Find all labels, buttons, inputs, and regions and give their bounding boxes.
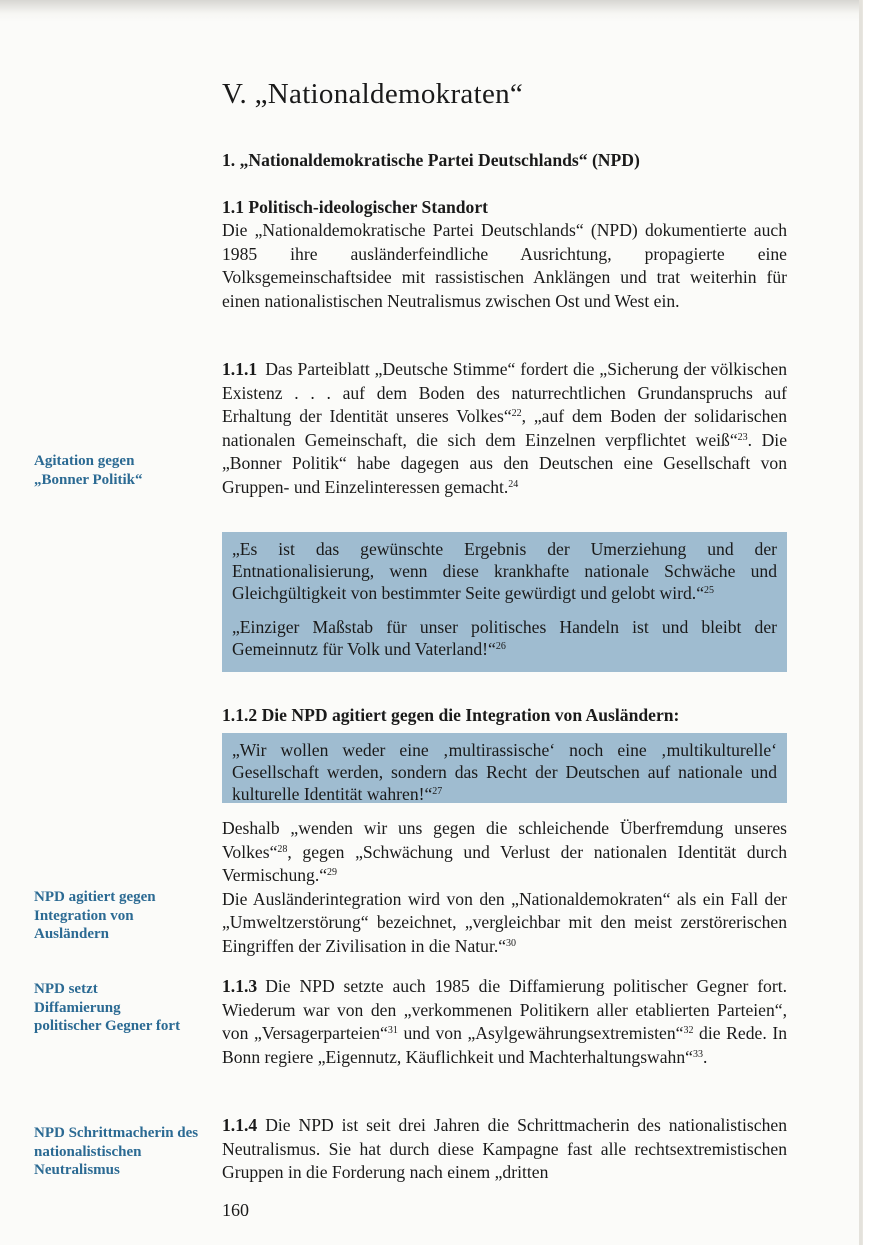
footnote-ref: 28 bbox=[277, 843, 288, 855]
paragraph-text: und von „Asylgewährungsextremisten“ bbox=[397, 1023, 684, 1043]
paragraph-text: Deshalb „wenden wir uns gegen die schleichende Überfremdung unseres Volkes“ bbox=[222, 818, 787, 862]
quote-text: „Einziger Maßstab für unser politisches Handeln ist und bleibt der Gemeinnutz für Volk und Vaterland!“ bbox=[232, 617, 777, 659]
footnote-ref: 25 bbox=[704, 585, 715, 596]
sidenote-diffamierung: NPD setzt Diffamierung politischer Gegner fort bbox=[34, 981, 181, 1034]
footnote-ref: 27 bbox=[432, 786, 443, 797]
paragraph-text: Das Parteiblatt „Deutsche Stimme“ fordert die „Sicherung der völkischen Existenz . . . auf dem Boden des naturrechtlichen Grundanspruchs auf Erhaltung der Identität unseres Volkes“ bbox=[222, 359, 787, 426]
paragraph-text: Die Ausländerintegration wird von den „Nationaldemokraten“ als ein Fall der „Umweltzerstörung“ bezeichnet, „vergleichbar mit den meist zerstörerischen Eingriffen der Zivilisation in die Natur.“ bbox=[222, 888, 787, 956]
footnote-ref: 33 bbox=[692, 1048, 703, 1060]
paragraph-number: 1.1.4 bbox=[222, 1115, 258, 1135]
paragraph-number: 1.1.3 bbox=[222, 976, 258, 996]
footnote-ref: 23 bbox=[737, 431, 748, 443]
paragraph-1-1-1 bbox=[222, 358, 787, 499]
paragraph-text: Die NPD setzte auch 1985 die Diffamierung politischer Gegner fort. Wiederum war von den „verkommenen Politikern aller etablierten Parteien“, von „Versagerparteien“ bbox=[222, 976, 787, 1043]
quote-box-2 bbox=[222, 733, 787, 803]
paragraph-1-1-4 bbox=[222, 1114, 787, 1185]
paragraph-text: die Rede. In Bonn regiere „Eigennutz, Käuflichkeit und Machterhaltungswahn“ bbox=[222, 1023, 788, 1067]
intro-paragraph bbox=[222, 219, 787, 313]
sidenote-agitation: Agitation gegen „Bonner Politik“ bbox=[34, 453, 143, 488]
footnote-ref: 26 bbox=[495, 641, 506, 652]
quote-text: „Wir wollen weder eine ‚multirassische‘ noch eine ‚multikulturelle‘ Gesellschaft werden, sondern das Recht der Deutschen auf nationale und kulturelle Identität wahren!“ bbox=[232, 740, 777, 804]
paragraph-text: . Die „Bonner Politik“ habe dagegen aus den Deutschen eine Gesellschaft von Gruppen- und Einzelinteressen gemacht. bbox=[222, 429, 788, 497]
paragraph-1-1-2 bbox=[222, 817, 787, 958]
subsection-heading-1-1-2: 1.1.2 Die NPD agitiert gegen die Integration von Ausländern: bbox=[222, 705, 680, 725]
subsection-title: 1.1 Politisch-ideologischer Standort bbox=[222, 197, 489, 217]
chapter-title: V. „Nationaldemokraten“ bbox=[222, 78, 524, 110]
paragraph-1-1-3 bbox=[222, 975, 787, 1069]
paragraph-text: , gegen „Schwächung und Verlust der nationalen Identität durch Vermischung.“ bbox=[222, 841, 787, 885]
footnote-ref: 29 bbox=[327, 867, 338, 878]
page-number: 160 bbox=[222, 1200, 249, 1220]
footnote-ref: 30 bbox=[506, 937, 517, 949]
paragraph-number: 1.1.1 bbox=[222, 359, 258, 379]
footnote-ref: 24 bbox=[508, 478, 519, 490]
footnote-ref: 31 bbox=[387, 1025, 398, 1036]
paragraph-text: , „auf dem Boden der solidarischen nationalen Gemeinschaft, die sich dem Einzelnen verpflichtet weiß“ bbox=[222, 406, 788, 450]
quote-text: „Es ist das gewünschte Ergebnis der Umerziehung und der Entnationalisierung, wenn diese krankhafte nationale Schwäche und Gleichgültigkeit von bestimmter Seite gewürdigt und gelobt wird.“ bbox=[232, 539, 777, 603]
footnote-ref: 32 bbox=[683, 1025, 694, 1036]
paragraph-text: Die NPD ist seit drei Jahren die Schrittmacherin des nationalistischen Neutralismus. Sie hat durch diese Kampagne fast alle rechtsextremistischen Gruppen in die Forderung nach einem „dritten bbox=[222, 1115, 787, 1182]
paragraph-text: . bbox=[702, 1046, 708, 1067]
sidenote-schrittmacherin: NPD Schrittmacherin des nationalistischen Neutralismus bbox=[34, 1125, 199, 1178]
footnote-ref: 22 bbox=[511, 408, 522, 419]
intro-text: Die „Nationaldemokratische Partei Deutschlands“ (NPD) dokumentierte auch 1985 ihre ausländerfeindliche Ausrichtung, propagierte eine Volksgemeinschaftsidee mit rassistischen Anklängen und trat weiterhin für einen nationalistischen Neutralismus zwischen Ost und West ein. bbox=[222, 220, 787, 311]
section-title: 1. „Nationaldemokratische Partei Deutschlands“ (NPD) bbox=[222, 150, 640, 170]
quote-box-1 bbox=[222, 532, 787, 672]
sidenote-integration: NPD agitiert gegen Integration von Ausländern bbox=[34, 889, 156, 942]
